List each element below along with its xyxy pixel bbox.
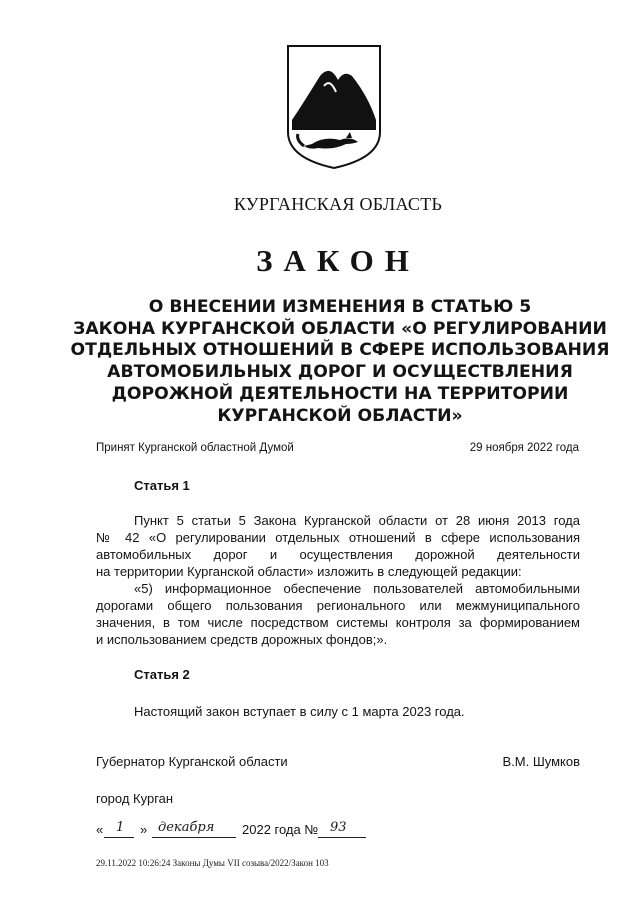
- law-title-line: О ВНЕСЕНИИ ИЗМЕНЕНИЯ В СТАТЬЮ 5: [148, 297, 532, 317]
- law-title-line: КУРГАНСКОЙ ОБЛАСТИ»: [217, 405, 463, 426]
- quote-open: «: [96, 822, 104, 837]
- signer-name: В.М. Шумков: [502, 754, 580, 769]
- city: город Курган: [96, 791, 174, 806]
- law-title-line: ОТДЕЛЬНЫХ ОТНОШЕНИЙ В СФЕРЕ ИСПОЛЬЗОВАНИЯ: [70, 340, 610, 361]
- article-1-line: и использованием средств дорожных фондов;».: [96, 632, 388, 647]
- footer-file-info: 29.11.2022 10:26:24 Законы Думы VII созыва/2022/Закон 103: [96, 858, 329, 868]
- accepted-date: 29 ноября 2022 года: [469, 442, 579, 454]
- law-title-line: ЗАКОНА КУРГАНСКОЙ ОБЛАСТИ «О РЕГУЛИРОВАНИИ: [73, 318, 607, 339]
- article-1-line: дорогами общего пользования регионального или межмуниципального: [96, 598, 580, 613]
- article-1-line: Пункт 5 статьи 5 Закона Курганской области от 28 июня 2013 года: [134, 513, 580, 528]
- law-title-line: ДОРОЖНОЙ ДЕЯТЕЛЬНОСТИ НА ТЕРРИТОРИИ: [111, 383, 569, 404]
- quote-close: »: [140, 822, 148, 837]
- accepted-by: Принят Курганской областной Думой: [96, 442, 294, 454]
- signing-day: 1: [116, 820, 125, 835]
- article-1-heading: Статья 1: [134, 478, 190, 493]
- law-title-line: АВТОМОБИЛЬНЫХ ДОРОГ И ОСУЩЕСТВЛЕНИЯ: [107, 362, 573, 383]
- article-1-line: значения, в том числе посредством системы контроля за формированием: [96, 615, 580, 630]
- signing-year: 2022 года №: [242, 822, 319, 837]
- signing-month: декабря: [158, 820, 215, 835]
- coat-of-arms-emblem: [284, 40, 384, 172]
- region-name: КУРГАНСКАЯ ОБЛАСТЬ: [233, 194, 443, 214]
- article-2-heading: Статья 2: [134, 667, 190, 682]
- article-1-line: на территории Курганской области» изложить в следующей редакции:: [96, 564, 522, 579]
- signer-post: Губернатор Курганской области: [96, 754, 288, 769]
- article-1-line: № 42 «О регулировании отдельных отношений в сфере использования: [96, 530, 580, 545]
- article-1-line: автомобильных дорог и осуществления дорожной деятельности: [96, 547, 580, 562]
- article-1-line: «5) информационное обеспечение пользователей автомобильными: [134, 581, 580, 596]
- article-2-text: Настоящий закон вступает в силу с 1 марта 2023 года.: [134, 704, 465, 719]
- law-title: [70, 297, 610, 427]
- document-type: ЗАКОН: [256, 243, 420, 278]
- law-number: 93: [330, 820, 347, 835]
